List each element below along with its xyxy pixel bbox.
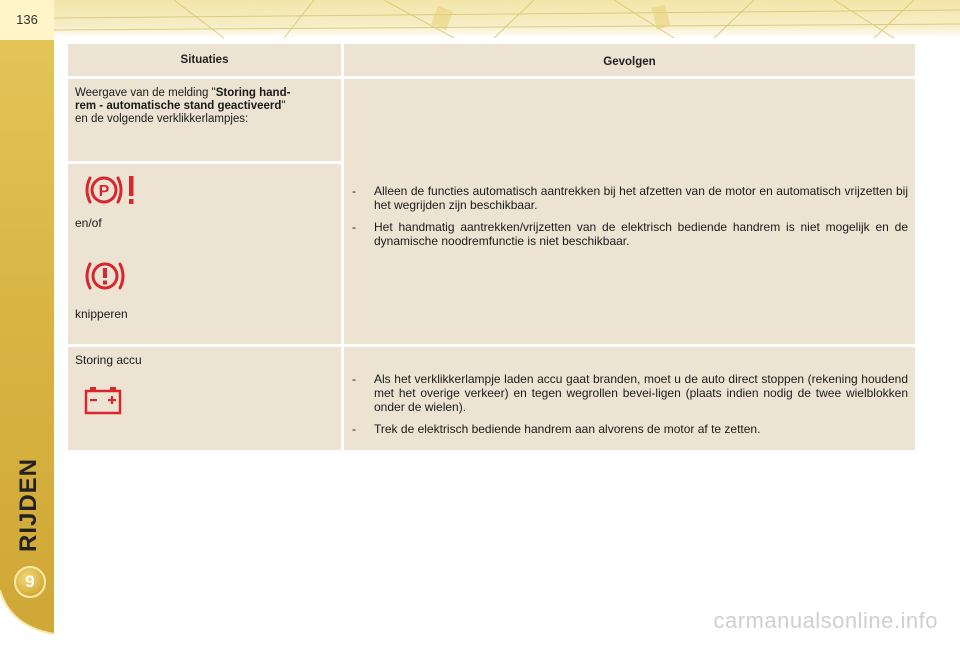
- consequence-item: - Het handmatig aantrekken/vrijzetten van de elektrisch bediende handrem is niet mogelijk en de dynamische noodremfunctie is niet beschikbaar.: [344, 220, 908, 248]
- situations-table: [68, 44, 915, 450]
- situation-icons-cell: [68, 164, 341, 344]
- header-decoration: [54, 0, 960, 38]
- consequences-cell-2: [344, 347, 915, 450]
- page-number: 136: [0, 0, 54, 40]
- chapter-title: [4, 448, 50, 558]
- svg-text:P: P: [98, 183, 110, 200]
- battery-situation-cell: [68, 347, 341, 450]
- consequence-item: - Alleen de functies automatisch aantrekken bij het afzetten van de motor en automatisch vrijzetten bij het wegrijden zijn beschikbaar.: [344, 184, 908, 212]
- brake-warning-icon: [84, 260, 126, 295]
- header-consequences-label: Gevolgen: [603, 56, 656, 68]
- consequences-cell-1: [344, 79, 915, 344]
- consequence-item: - Als het verklikkerlampje laden accu gaat branden, moet u de auto direct stoppen (rekening houdend met het overige verkeer) en tegen wegrollen bevei-ligen (plaats indien nodig de twee wielblokken onder de wielen).: [344, 372, 908, 414]
- battery-icon: [84, 385, 124, 418]
- situation-message: Weergave van de melding "Storing hand- rem - automatische stand geactiveerd" en de volgende verklikkerlampjes:: [75, 87, 291, 125]
- blinking-text: knipperen: [75, 307, 128, 321]
- watermark: carmanualsonline.info: [713, 608, 938, 633]
- chapter-number-badge: 9: [14, 566, 46, 598]
- and-or-text: en/of: [75, 216, 102, 230]
- battery-situation-text: Storing accu: [75, 353, 142, 367]
- header-consequences: [344, 44, 915, 76]
- situation-message-cell: [68, 79, 341, 161]
- chapter-title-text: RIJDEN: [15, 457, 42, 552]
- consequence-item: - Trek de elektrisch bediende handrem aan alvorens de motor af te zetten.: [344, 422, 908, 436]
- parking-brake-fault-icon: [84, 174, 140, 209]
- header-situations: [68, 44, 341, 76]
- header-situations-label: Situaties: [180, 54, 229, 66]
